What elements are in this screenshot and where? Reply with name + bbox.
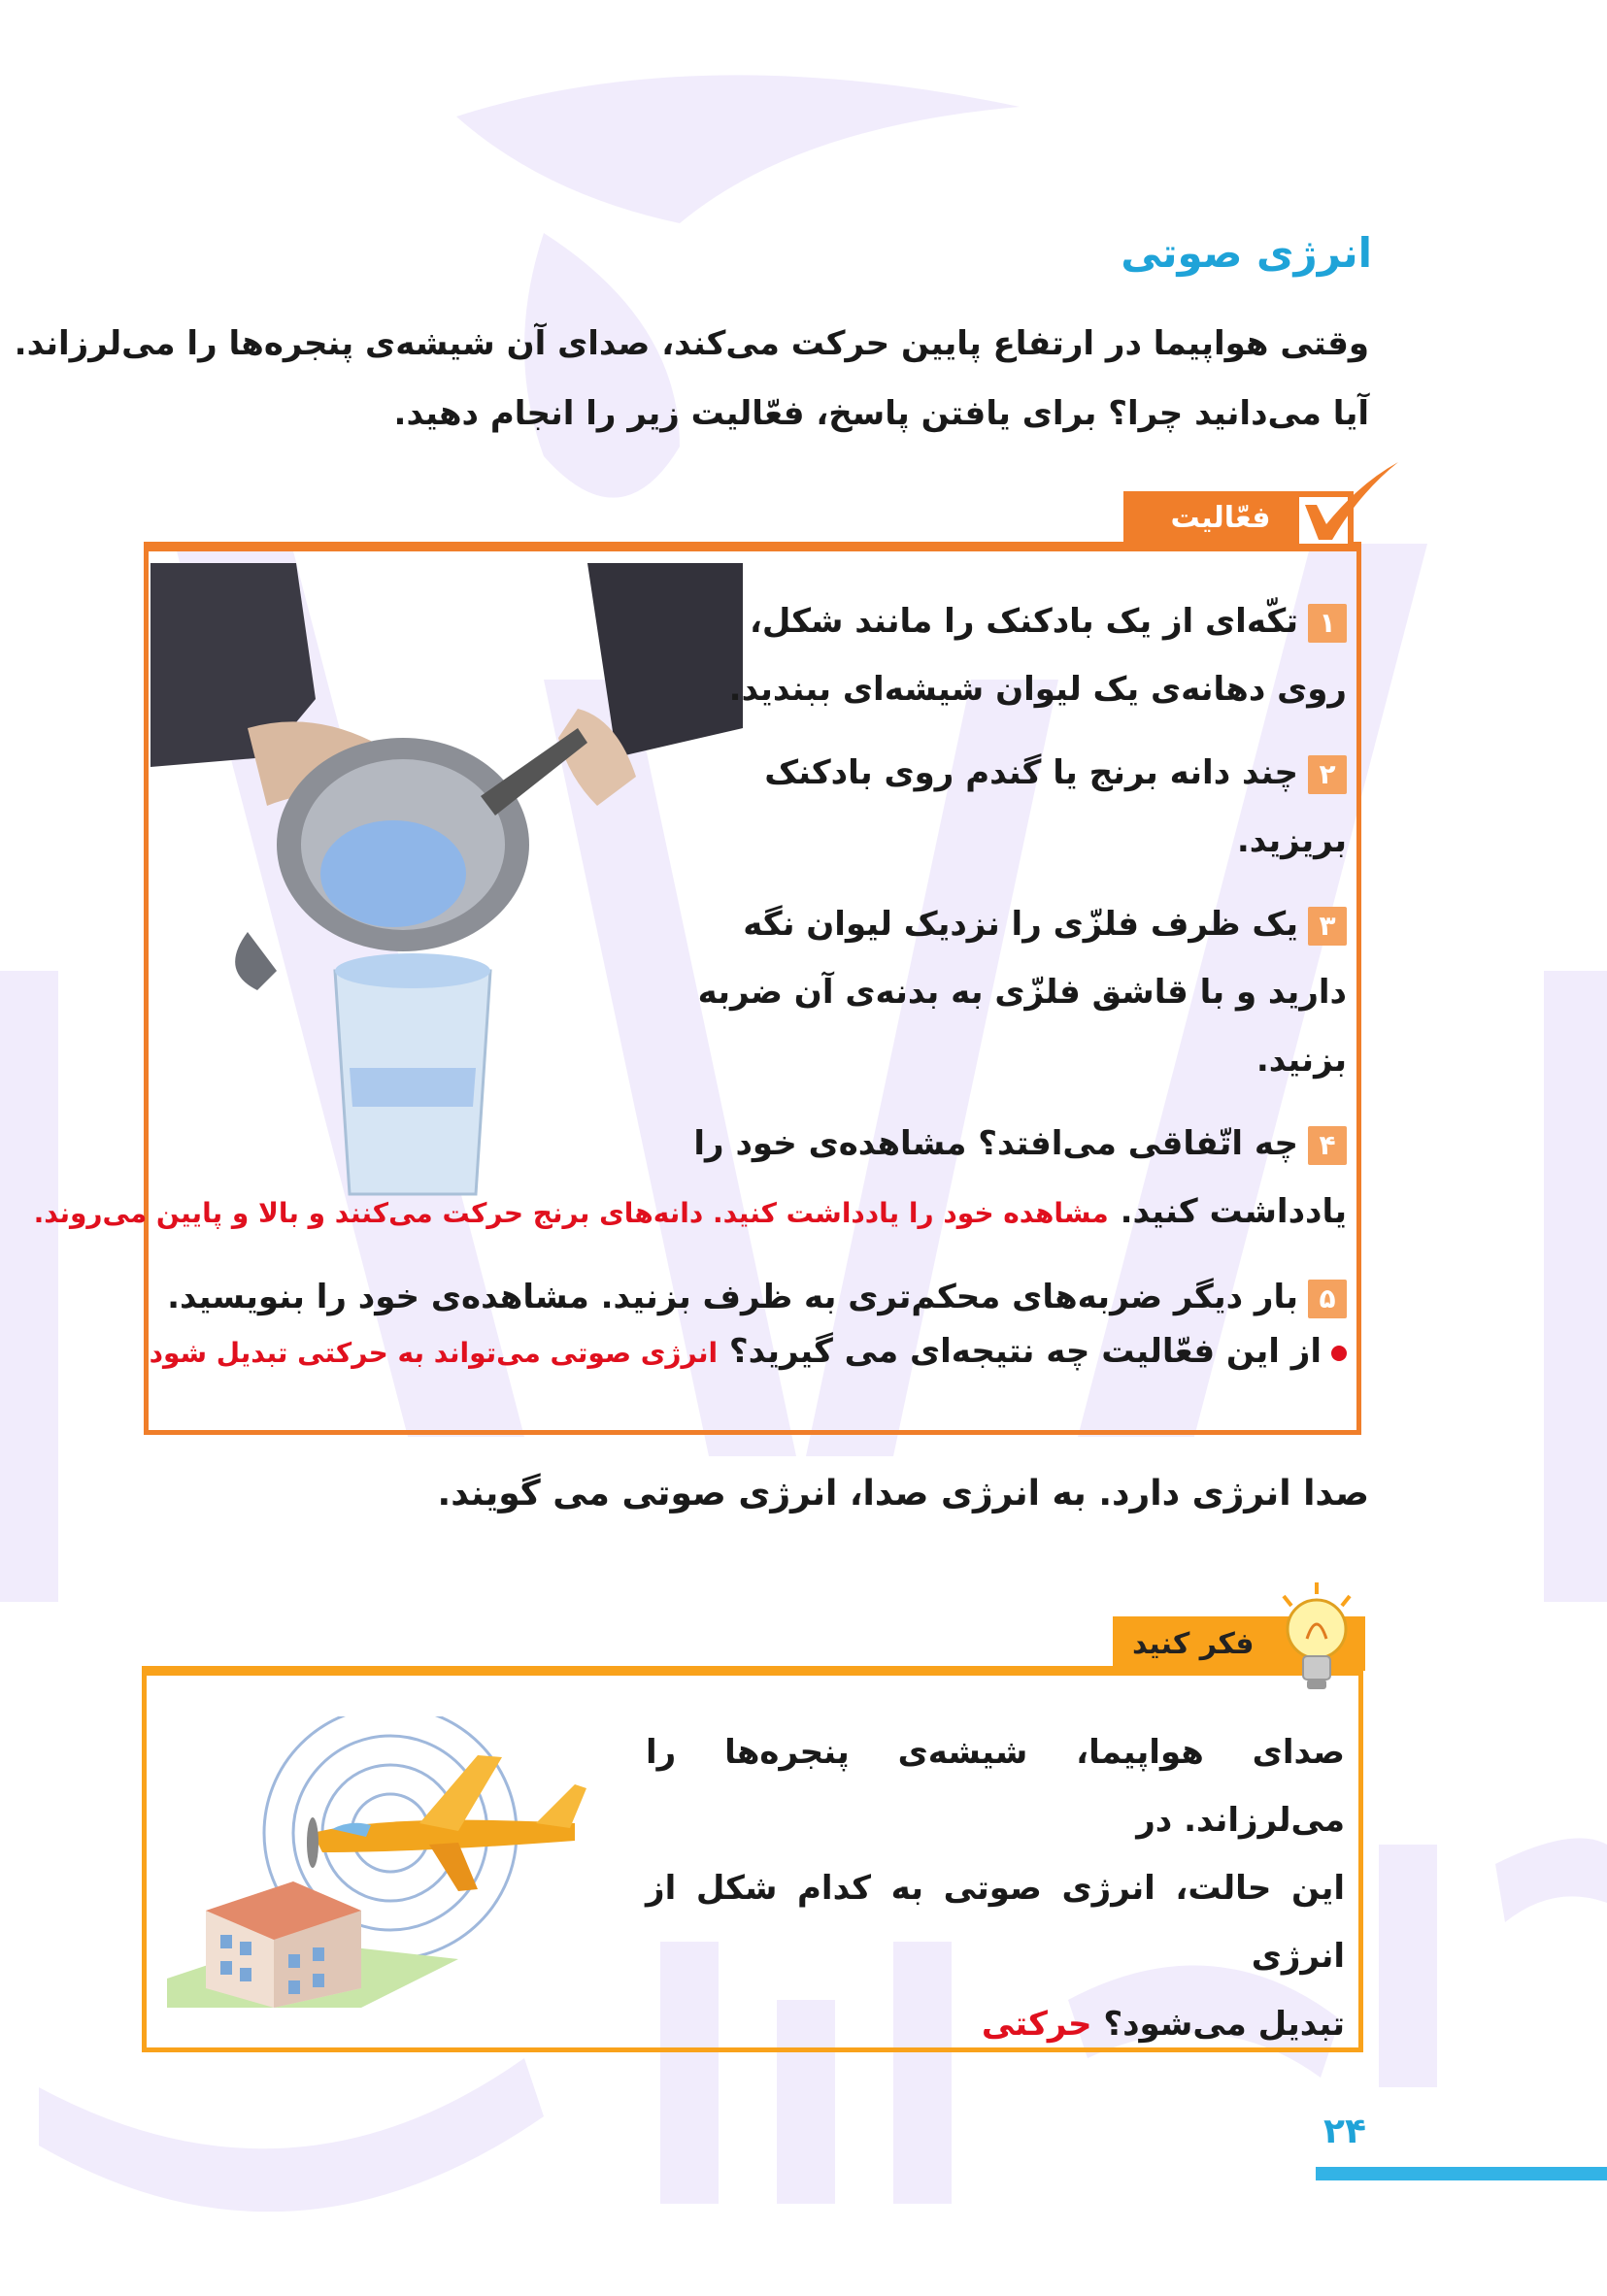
think-line: این حالت، انرژی صوتی به کدام شکل از انرژی [646, 1869, 1345, 1976]
step-number: ۲ [1308, 755, 1347, 794]
step-text: چه اتّفاقی می‌افتد؟ مشاهده‌ی خود را [693, 1124, 1298, 1163]
activity-steps [0, 587, 1347, 1403]
intro-paragraph [14, 309, 1369, 449]
light-bulb-icon [1272, 1581, 1361, 1697]
activity-question: از این فعّالیت چه نتیجه‌ای می گیرید؟ [728, 1332, 1322, 1371]
check-mark-icon [1291, 454, 1400, 551]
step-number: ۱ [1308, 604, 1347, 643]
summary-text: صدا انرژی دارد. به انرژی صدا، انرژی صوتی می گویند. [437, 1474, 1369, 1514]
activity-answer: انرژی صوتی می‌تواند به حرکتی تبدیل شود [149, 1337, 719, 1369]
think-answer: حرکتی [981, 2005, 1092, 2044]
step-text: بزنید. [1255, 1041, 1347, 1080]
section-title: انرژی صوتی [1121, 229, 1372, 277]
think-line: تبدیل می‌شود؟ [1103, 2005, 1345, 2044]
step-item [0, 739, 1347, 875]
step-item [0, 1263, 1347, 1387]
think-tab: فکر کنید [1113, 1616, 1365, 1671]
step-text: یادداشت کنید. [1120, 1192, 1347, 1231]
step-text: دارید و با قاشق فلزّی به بدنه‌ی آن ضربه [697, 973, 1347, 1012]
bullet-icon [1331, 1346, 1347, 1361]
step-answer: مشاهده خود را یادداشت کنید. دانه‌های برنج حرکت می‌کنند و بالا و پایین می‌روند. [33, 1197, 1109, 1229]
think-line: صدای هواپیما، شیشه‌ی پنجره‌ها را می‌لرزاند. در [646, 1733, 1345, 1840]
step-text: روی دهانه‌ی یک لیوان شیشه‌ای ببندید. [728, 670, 1347, 709]
step-item [0, 890, 1347, 1094]
step-item [0, 1110, 1347, 1248]
think-question [646, 1718, 1345, 2058]
step-number: ۴ [1308, 1126, 1347, 1165]
step-text: یک ظرف فلزّی را نزدیک لیوان نگه [743, 905, 1298, 944]
step-text: بار دیگر ضربه‌های محکم‌تری به ظرف بزنید. مشاهده‌ی خود را بنویسید. [167, 1278, 1298, 1316]
step-text: بریزید. [1236, 821, 1347, 860]
step-item [0, 587, 1347, 723]
step-number: ۳ [1308, 907, 1347, 946]
intro-line: آیا می‌دانید چرا؟ برای یافتن پاسخ، فعّالیت زیر را انجام دهید. [393, 394, 1369, 433]
intro-line: وقتی هواپیما در ارتفاع پایین حرکت می‌کند، صدای آن شیشه‌ی پنجره‌ها را می‌لرزاند. [14, 324, 1369, 363]
page-number: ۲۴ [1323, 2112, 1366, 2151]
step-number: ۵ [1308, 1280, 1347, 1318]
step-text: چند دانه برنج یا گندم روی بادکنک [764, 753, 1298, 792]
step-text: تکّه‌ای از یک بادکنک را مانند شکل، [749, 602, 1298, 641]
activity-tab: فعّالیت [1123, 491, 1318, 544]
airplane-building-illustration [167, 1716, 614, 2008]
page-footer-bar [1316, 2167, 1607, 2180]
